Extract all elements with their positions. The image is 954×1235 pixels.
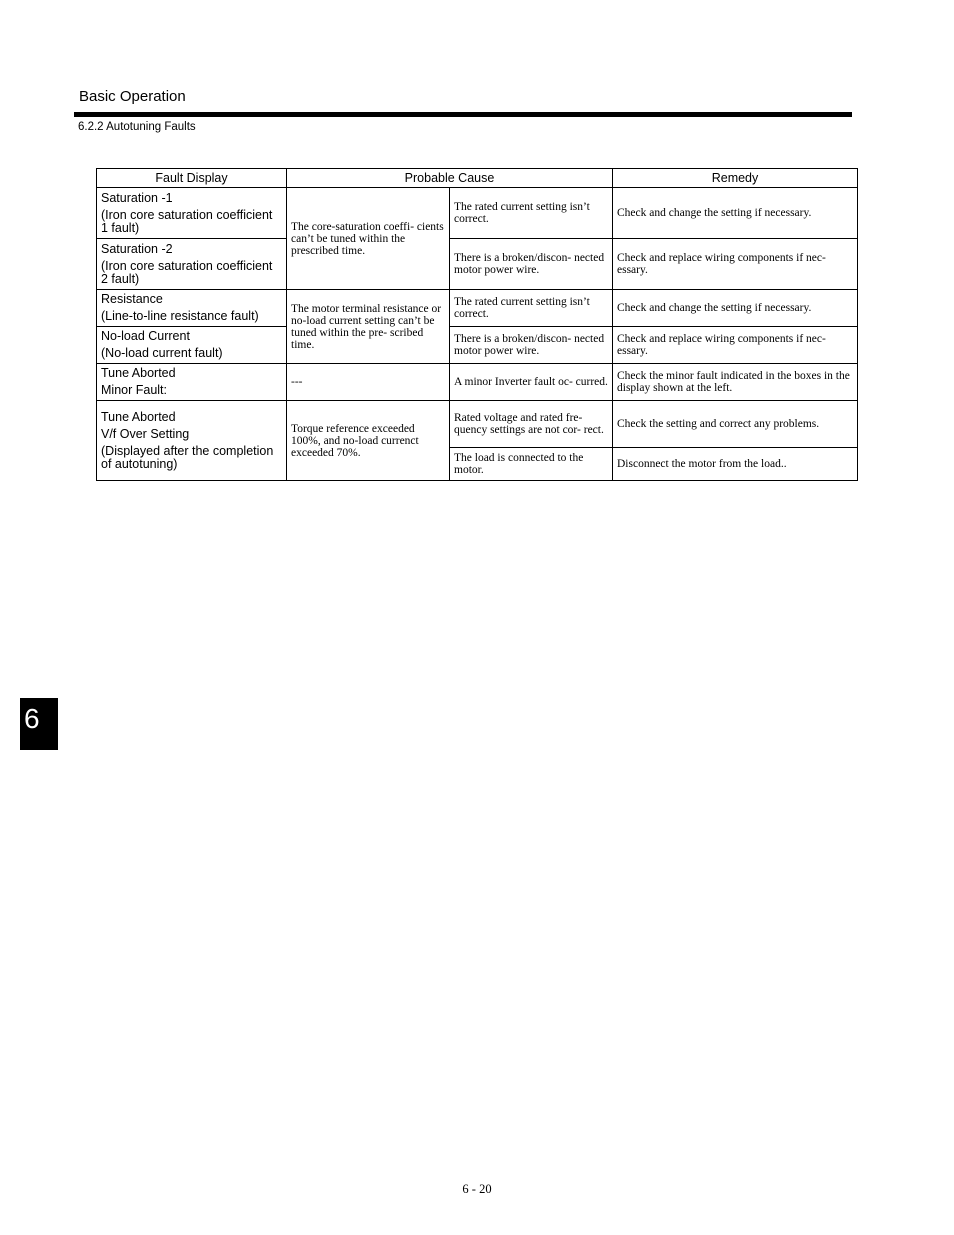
column-header-remedy: Remedy: [613, 169, 858, 188]
sub-cause-cell: There is a broken/discon- nected motor power wire.: [450, 239, 613, 290]
fault-description: (Iron core saturation coefficient 1 fault): [101, 207, 273, 235]
page-header-title: Basic Operation: [79, 88, 186, 105]
autotuning-faults-table: [96, 168, 858, 481]
table-header-row: [97, 169, 858, 188]
table-row: [97, 401, 858, 448]
header-rule: [74, 112, 852, 117]
fault-description: (Displayed after the completion of autotuning): [101, 443, 274, 471]
fault-display-cell: [97, 364, 287, 401]
sub-cause-cell: The load is connected to the motor.: [450, 448, 613, 481]
remedy-cell: Check and change the setting if necessary.: [613, 290, 858, 327]
table-row: [97, 364, 858, 401]
fault-name: No-load Current: [101, 329, 190, 343]
fault-name: Saturation -2: [101, 241, 173, 256]
probable-cause-cell: The core-saturation coeffi- cients can’t be tuned within the prescribed time.: [287, 188, 450, 290]
fault-name: Tune Aborted: [101, 366, 176, 380]
column-header-fault-display: Fault Display: [97, 169, 287, 188]
table-row: [97, 188, 858, 239]
sub-cause-cell: A minor Inverter fault oc- curred.: [450, 364, 613, 401]
section-title: 6.2.2 Autotuning Faults: [78, 121, 196, 133]
fault-display-cell: [97, 401, 287, 481]
sub-cause-cell: Rated voltage and rated fre- quency settings are not cor- rect.: [450, 401, 613, 448]
sub-cause-cell: The rated current setting isn’t correct.: [450, 188, 613, 239]
page-number: 6 - 20: [462, 1182, 492, 1196]
fault-description: (Iron core saturation coefficient 2 fault): [101, 258, 273, 286]
fault-description: Minor Fault:: [101, 383, 167, 397]
fault-description: (Line-to-line resistance fault): [101, 309, 259, 323]
table-row: [97, 239, 858, 290]
probable-cause-cell: The motor terminal resistance or no-load current setting can’t be tuned within the pre- scribed time.: [287, 290, 450, 364]
fault-name: Saturation -1: [101, 190, 173, 205]
remedy-cell: Check and replace wiring components if nec- essary.: [613, 239, 858, 290]
remedy-cell: Check the setting and correct any problems.: [613, 401, 858, 448]
table-row: [97, 327, 858, 364]
fault-name: Resistance: [101, 292, 163, 306]
table-row: [97, 290, 858, 327]
fault-name: Tune Aborted: [101, 409, 176, 424]
probable-cause-cell: ---: [287, 364, 450, 401]
chapter-tab: [20, 698, 58, 750]
sub-cause-cell: There is a broken/discon- nected motor power wire.: [450, 327, 613, 364]
remedy-cell: Disconnect the motor from the load..: [613, 448, 858, 481]
column-header-probable-cause: Probable Cause: [287, 169, 613, 188]
sub-cause-cell: The rated current setting isn’t correct.: [450, 290, 613, 327]
probable-cause-cell: Torque reference exceeded 100%, and no-load currenct exceeded 70%.: [287, 401, 450, 481]
fault-display-cell: [97, 188, 287, 239]
remedy-cell: Check the minor fault indicated in the boxes in the display shown at the left.: [613, 364, 858, 401]
fault-display-cell: [97, 327, 287, 364]
fault-display-cell: [97, 290, 287, 327]
chapter-number: 6: [24, 703, 40, 734]
fault-name-secondary: V/f Over Setting: [101, 426, 190, 441]
fault-display-cell: [97, 239, 287, 290]
remedy-cell: Check and change the setting if necessary.: [613, 188, 858, 239]
fault-description: (No-load current fault): [101, 346, 223, 360]
remedy-cell: Check and replace wiring components if nec- essary.: [613, 327, 858, 364]
